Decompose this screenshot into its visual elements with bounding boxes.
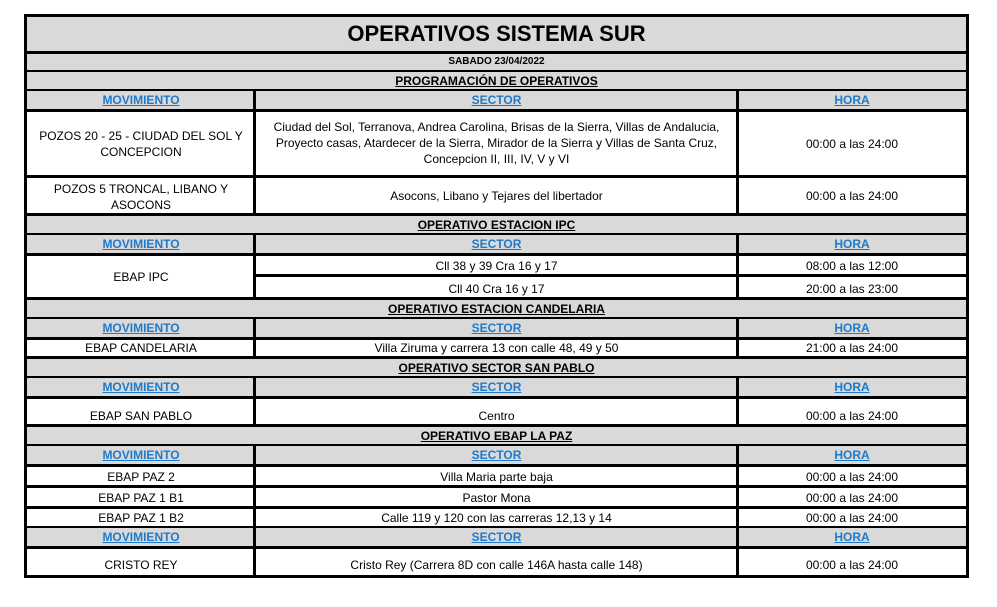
- header-movimiento: MOVIMIENTO: [102, 530, 180, 544]
- hora-cell: 20:00 a las 23:00: [805, 282, 899, 296]
- header-hora: HORA: [834, 237, 870, 251]
- section-title-san-pablo: OPERATIVO SECTOR SAN PABLO: [398, 360, 595, 375]
- sector-cell: Villa Maria parte baja: [440, 470, 553, 484]
- section-title-row: [27, 300, 966, 317]
- header-hora: HORA: [834, 380, 870, 394]
- sector-cell: Villa Ziruma y carrera 13 con calle 48, 49 y 50: [374, 341, 619, 355]
- sector-cell: Pastor Mona: [462, 491, 531, 505]
- header-movimiento: MOVIMIENTO: [102, 380, 180, 394]
- header-hora: HORA: [834, 321, 870, 335]
- header-sector: SECTOR: [471, 530, 522, 544]
- section-title-row: [27, 216, 966, 233]
- table-row: [27, 509, 966, 526]
- header-movimiento: MOVIMIENTO: [102, 237, 180, 251]
- sector-cell: Asocons, Libano y Tejares del libertador: [390, 188, 603, 203]
- header-hora: HORA: [834, 93, 870, 107]
- date-row: [27, 54, 966, 70]
- hora-cell: 08:00 a las 12:00: [805, 259, 899, 273]
- header-movimiento: MOVIMIENTO: [102, 93, 180, 107]
- movimiento-cell: EBAP PAZ 2: [107, 470, 175, 484]
- table-row: [27, 178, 966, 213]
- movimiento-cell: EBAP SAN PABLO: [89, 409, 193, 423]
- movimiento-cell: EBAP PAZ 1 B1: [98, 491, 184, 505]
- header-row: [27, 446, 966, 464]
- hora-cell: 00:00 a las 24:00: [805, 558, 899, 572]
- sector-cell: Centro: [478, 409, 515, 423]
- header-sector: SECTOR: [471, 237, 522, 251]
- section-title-ipc: OPERATIVO ESTACION IPC: [417, 217, 576, 232]
- table-row: [27, 112, 966, 175]
- header-hora: HORA: [834, 448, 870, 462]
- movimiento-cell: EBAP IPC: [113, 269, 169, 284]
- hora-cell: 00:00 a las 24:00: [805, 188, 899, 203]
- header-row: [27, 528, 966, 546]
- page-title: OPERATIVOS SISTEMA SUR: [347, 21, 646, 46]
- hora-cell: 00:00 a las 24:00: [805, 491, 899, 505]
- table-row: [27, 256, 966, 297]
- sector-cell: Calle 119 y 120 con las carreras 12,13 y 14: [381, 511, 612, 525]
- hora-cell: 00:00 a las 24:00: [805, 136, 899, 151]
- sector-cell: Cll 38 y 39 Cra 16 y 17: [435, 259, 558, 273]
- sector-cell: Ciudad del Sol, Terranova, Andrea Carolina, Brisas de la Sierra, Villas de Andalucia, Proyecto casas, Atardecer de la Sierra, Mirador de la Sierra y Villas de Santa Cruz, Concepcion II, III, IV, V y VI: [273, 120, 720, 166]
- sector-cell: Cll 40 Cra 16 y 17: [448, 282, 545, 296]
- title-row: [27, 17, 966, 51]
- header-row: [27, 319, 966, 337]
- section-title-row: [27, 359, 966, 376]
- sector-cell: Cristo Rey (Carrera 8D con calle 146A hasta calle 148): [350, 558, 643, 572]
- header-sector: SECTOR: [471, 321, 522, 335]
- header-sector: SECTOR: [471, 93, 522, 107]
- operativos-sheet: [24, 14, 969, 578]
- hora-cell: 00:00 a las 24:00: [805, 511, 899, 525]
- section-title-row: [27, 72, 966, 89]
- table-row: [27, 488, 966, 506]
- header-row: [27, 91, 966, 109]
- movimiento-cell: CRISTO REY: [104, 558, 178, 572]
- header-movimiento: MOVIMIENTO: [102, 321, 180, 335]
- table-row: [27, 399, 966, 424]
- section-title-row: [27, 427, 966, 444]
- hora-cell: 21:00 a las 24:00: [805, 341, 899, 355]
- section-title-la-paz: OPERATIVO EBAP LA PAZ: [420, 428, 573, 443]
- header-row: [27, 235, 966, 253]
- section-title-candelaria: OPERATIVO ESTACION CANDELARIA: [388, 301, 605, 316]
- date-label: SABADO 23/04/2022: [448, 56, 545, 67]
- table-row: [27, 549, 966, 575]
- hora-cell: 00:00 a las 24:00: [805, 409, 899, 423]
- hora-cell: 00:00 a las 24:00: [805, 470, 899, 484]
- header-sector: SECTOR: [471, 380, 522, 394]
- table-row: [27, 467, 966, 485]
- movimiento-cell: EBAP PAZ 1 B2: [98, 511, 184, 525]
- table-row: [27, 340, 966, 356]
- header-sector: SECTOR: [471, 448, 522, 462]
- header-movimiento: MOVIMIENTO: [102, 448, 180, 462]
- header-row: [27, 378, 966, 396]
- header-hora: HORA: [834, 530, 870, 544]
- section-title-programacion: PROGRAMACIÓN DE OPERATIVOS: [395, 73, 598, 88]
- movimiento-cell: EBAP CANDELARIA: [85, 341, 197, 355]
- movimiento-cell: POZOS 20 - 25 - CIUDAD DEL SOL Y CONCEPCION: [39, 128, 243, 159]
- movimiento-cell: POZOS 5 TRONCAL, LIBANO Y ASOCONS: [53, 182, 229, 212]
